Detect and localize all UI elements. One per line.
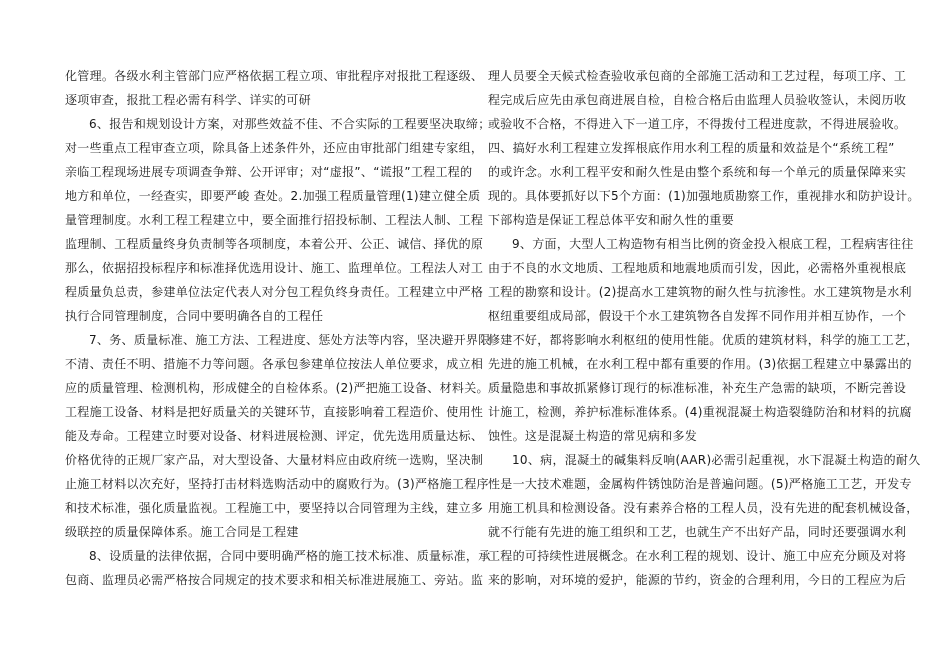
text-line: 地方和单位，一经查实，即要严峻 查处。2.加强工程质量管理(1)建立健全质: [65, 189, 481, 203]
text-line: 四、搞好水利工程建立发挥根底作用水利工程的质量和效益是个“系统工程”: [488, 141, 895, 155]
text-line: 枢纽重要组成局部，假设干个水工建筑物各自发挥不同作用并相互协作，一个: [488, 309, 907, 323]
text-line: 先进的施工机械，在水利工程中都有重要的作用。(3)依据工程建立中暴露出的: [488, 357, 912, 371]
text-line: 修建不好，都将影响水利枢纽的使用性能。优质的建筑材料，科学的施工工艺，: [488, 333, 919, 347]
text-line: 包商、监理员必需严格按合同规定的技术要求和相关标准进展施工、旁站。监: [65, 573, 484, 587]
text-line: 9、方面，大型人工构造物有相当比例的资金投入根底工程，工程病害往往: [512, 237, 914, 251]
text-line: 理人员要全天候式检查验收承包商的全部施工活动和工艺过程，每项工序、工: [488, 69, 907, 83]
text-line: 对一些重点工程审查立项，除具备上述条件外，还应由审批部门组建专家组，: [65, 141, 484, 155]
text-line: 价格优待的正规厂家产品，对大型设备、大量材料应由政府统一选购，坚决制: [65, 453, 484, 467]
text-line: 程质量负总责，参建单位法定代表人对分包工程负终身责任。工程建立中严格: [65, 285, 484, 299]
text-line: 监理制、工程质量终身负责制等各项制度，本着公开、公正、诚信、择优的原: [65, 237, 484, 251]
text-line: 性是一大技术难题，金属构件锈蚀防治是普遍问题。(5)严格施工工艺，开发专: [488, 477, 912, 491]
text-line: 下部构造是保证工程总体平安和耐久性的重要: [488, 213, 735, 227]
text-line: 质量隐患和事故抓紧修订现行的标准标准，补充生产急需的缺项，不断完善设: [488, 381, 907, 395]
text-line: 那么，依据招投标程序和标准择优选用设计、施工、监理单位。工程法人对工: [65, 261, 484, 275]
text-line: 就不行能有先进的施工组织和工艺，也就生产不出好产品，同时还要强调水利: [488, 525, 907, 539]
text-line: 由于不良的水文地质、工程地质和地震地质而引发，因此，必需格外重视根底: [488, 261, 907, 275]
text-line: 亲临工程现场进展专项调查争辩、公开评审；对“虚报”、“谎报”工程工程的: [65, 165, 473, 179]
text-line: 或验收不合格，不得进入下一道工序，不得拨付工程进度款，不得进展验收。: [488, 117, 907, 131]
text-line: 蚀性。这是混凝土构造的常见病和多发: [488, 429, 698, 443]
text-line: 和技术标准，强化质量监视。工程施工中，要坚持以合同管理为主线，建立多: [65, 501, 484, 515]
text-line: 工程的勘察和设计。(2)提高水工建筑物的耐久性与抗渗性。水工建筑物是水利: [488, 285, 912, 299]
text-line: 工程的可持续性进展概念。在水利工程的规划、设计、施工中应充分顾及对将: [488, 549, 907, 563]
text-line: 用施工机具和检测设备。没有素养合格的工程人员，没有先进的配套机械设备，: [488, 501, 919, 515]
text-line: 应的质量管理、检测机构，形成健全的自检体系。(2)严把施工设备、材料关。: [65, 381, 489, 395]
text-line: 的或许念。水利工程平安和耐久性是由整个系统和每一个单元的质量保障来实: [488, 165, 907, 179]
text-line: 量管理制度。水利工程工程建立中，要全面推行招投标制、工程法人制、工程: [65, 213, 484, 227]
text-line: 10、病，混凝土的碱集料反响(AAR)必需引起重视，水下混凝土构造的耐久: [512, 453, 921, 467]
text-line: 现的。具体要抓好以下5个方面：(1)加强地质勘察工作，重视排水和防护设计。: [488, 189, 920, 203]
text-line: 来的影响，对环境的爱护，能源的节约，资金的合理利用，今日的工程应为后: [488, 573, 907, 587]
text-line: 8、设质量的法律依据，合同中要明确严格的施工技术标准、质量标准，承: [89, 549, 491, 563]
text-line: 6、报告和规划设计方案，对那些效益不佳、不合实际的工程要坚决取缔；: [89, 117, 491, 131]
right-text-column: [488, 64, 921, 592]
text-line: 级联控的质量保障体系。施工合同是工程建: [65, 525, 299, 539]
left-text-column: [65, 64, 491, 592]
text-line: 执行合同管理制度，合同中要明确各自的工程任: [65, 309, 324, 323]
text-line: 7、务、质量标准、施工方法、工程进度、惩处方法等内容，坚决避开界限: [89, 333, 491, 347]
text-line: 计施工，检测，养护标准标准体系。(4)重视混凝土构造裂缝防治和材料的抗腐: [488, 405, 912, 419]
text-line: 逐项审查，报批工程必需有科学、详实的可研: [65, 93, 312, 107]
text-line: 止施工材料以次充好，坚持打击材料选购活动中的腐败行为。(3)严格施工程序: [65, 477, 489, 491]
text-line: 化管理。各级水利主管部门应严格依据工程立项、审批程序对报批工程逐级、: [65, 69, 484, 83]
text-line: 工程施工设备、材料是把好质量关的关键环节，直接影响着工程造价、使用性: [65, 405, 484, 419]
text-line: 程完成后应先由承包商进展自检，自检合格后由监理人员验收签认，未阅历收: [488, 93, 907, 107]
text-line: 能及寿命。工程建立时要对设备、材料进展检测、评定，优先选用质量达标、: [65, 429, 484, 443]
text-line: 不清、责任不明、措施不力等问题。各承包参建单位按法人单位要求，成立相: [65, 357, 484, 371]
